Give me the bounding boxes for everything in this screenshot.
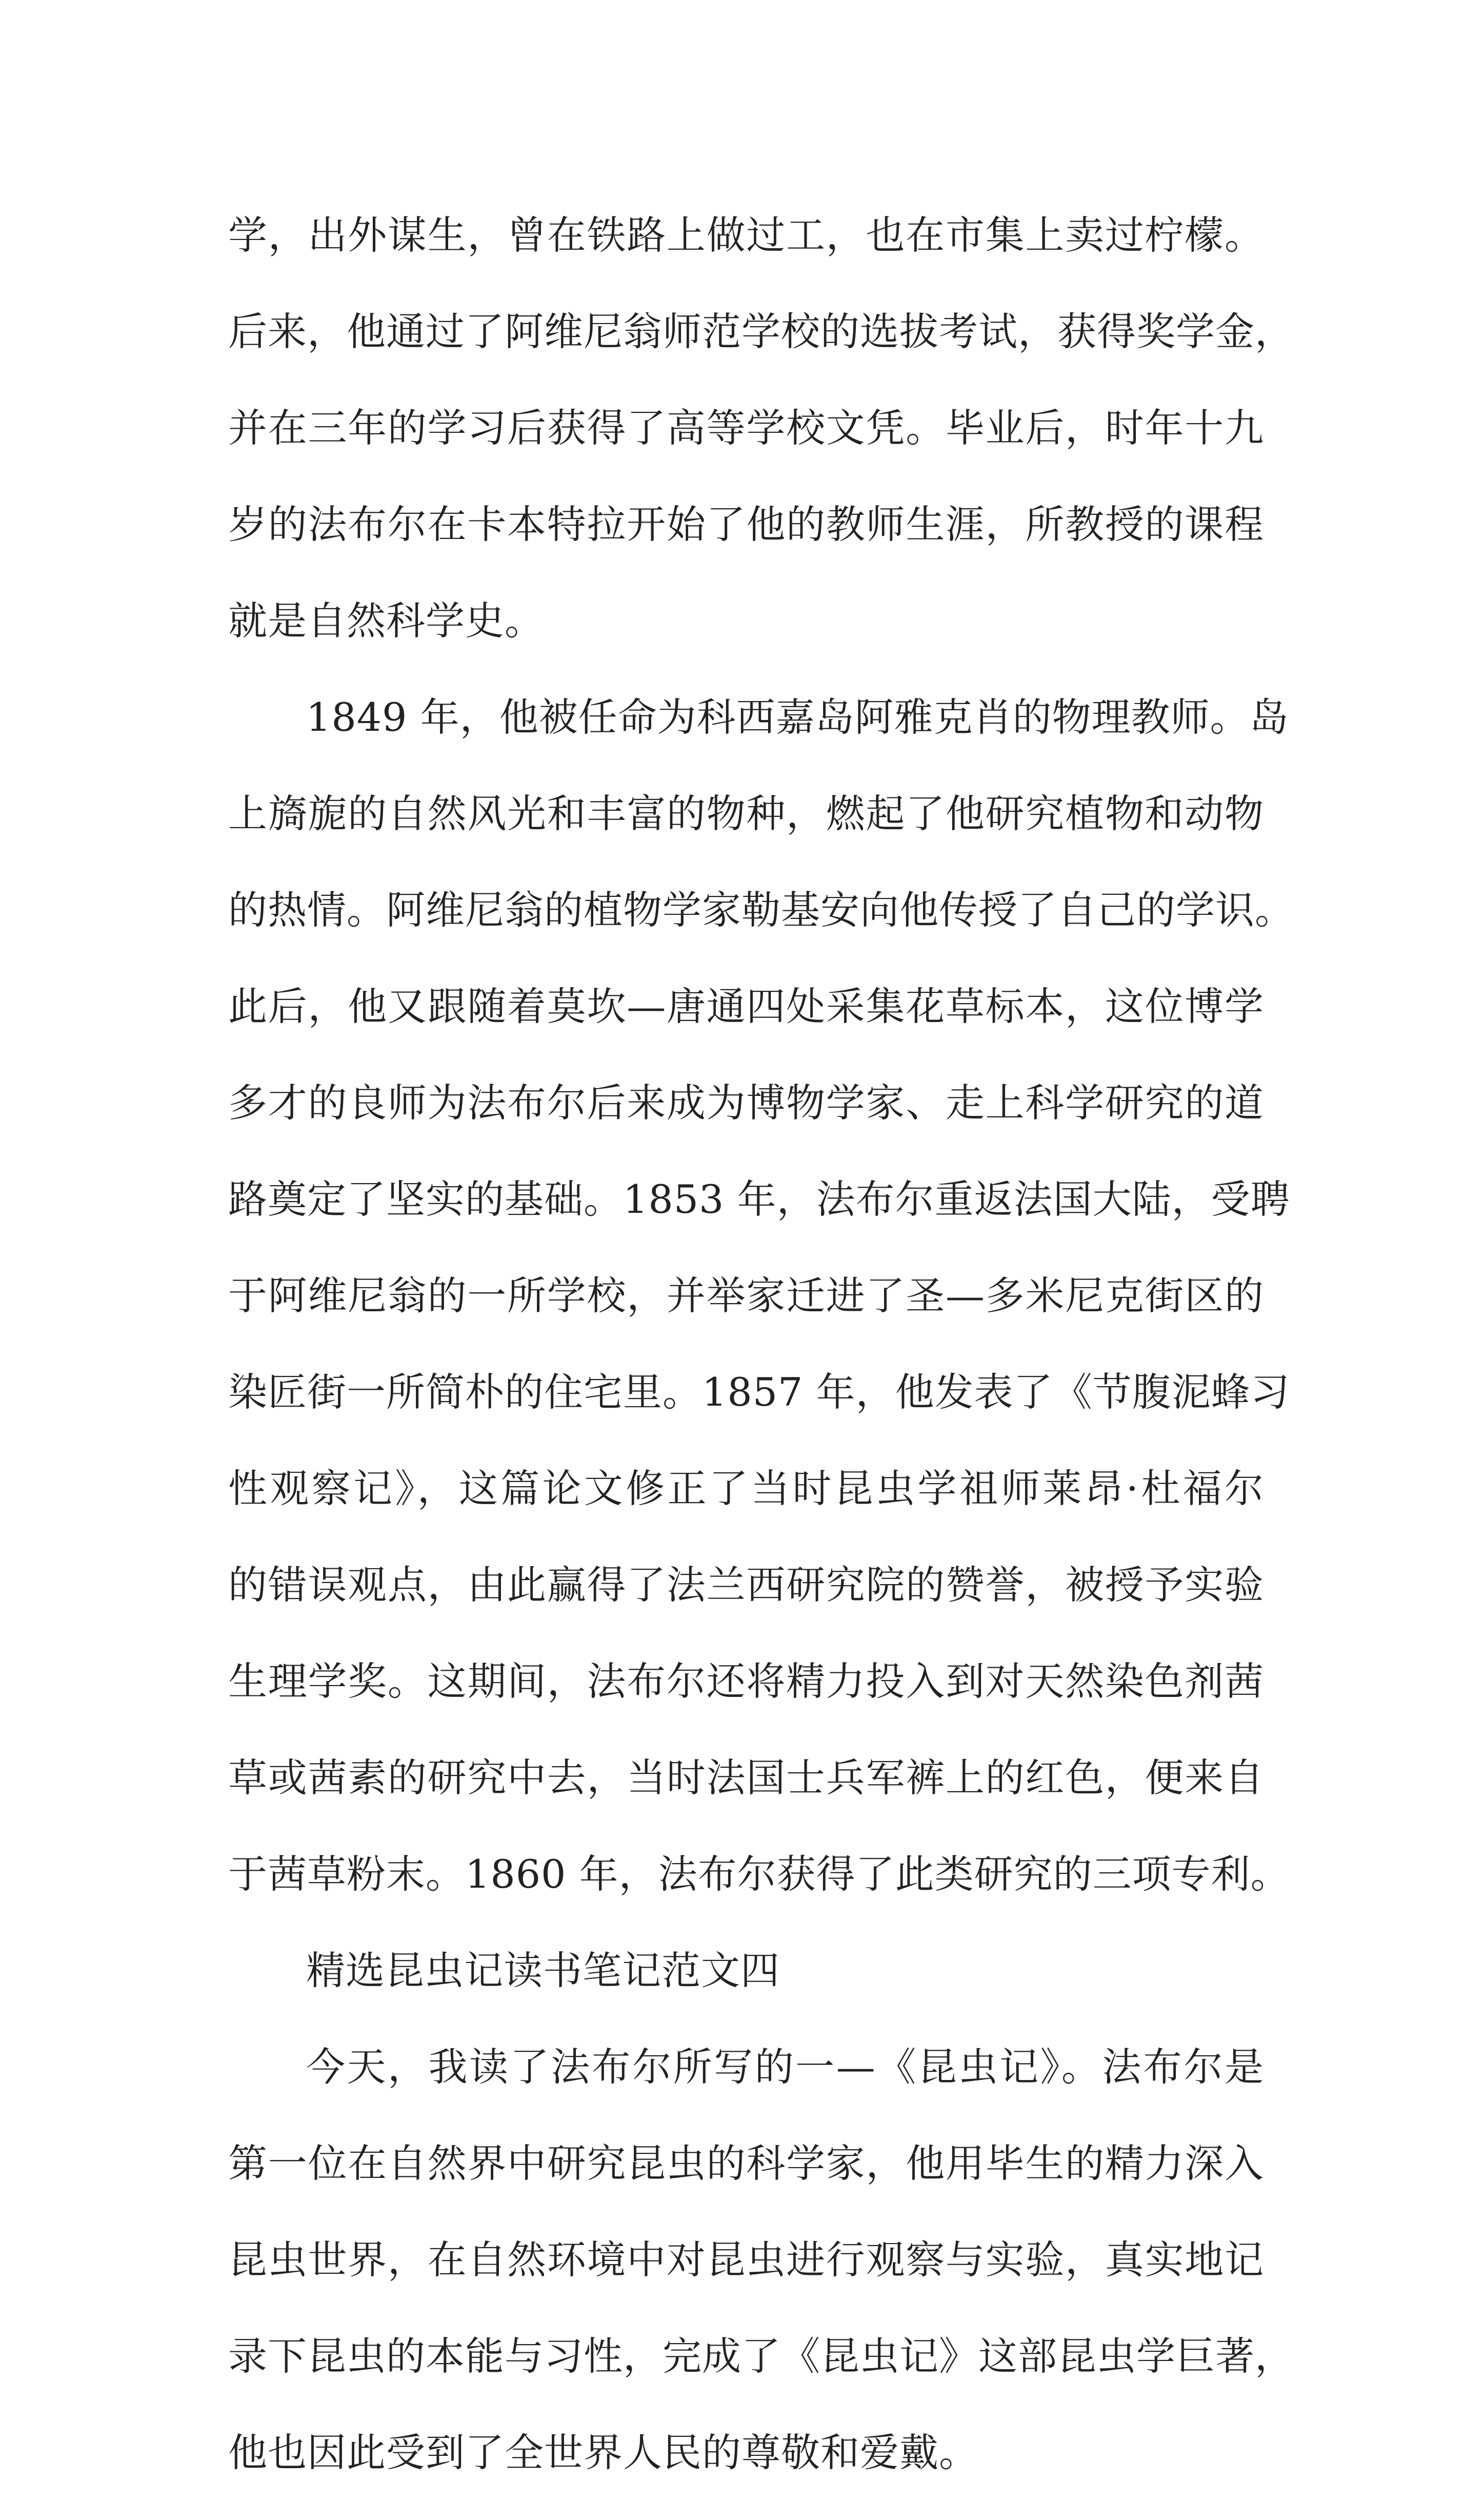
text-line: 于阿维尼翁的一所学校，并举家迁进了圣—多米尼克街区的	[228, 1273, 1264, 1318]
text-line: 就是自然科学史。	[228, 598, 544, 644]
text-line: 草或茜素的研究中去，当时法国士兵军裤上的红色，便来自	[228, 1755, 1264, 1800]
text-line: 并在三年的学习后获得了高等学校文凭。毕业后，时年十九	[228, 405, 1264, 451]
text-line: 他也因此受到了全世界人民的尊敬和爱戴。	[228, 2430, 978, 2475]
text-line: 第一位在自然界中研究昆虫的科学家，他用毕生的精力深入	[228, 2140, 1264, 2186]
text-line: 上旖旎的自然风光和丰富的物种，燃起了他研究植物和动物	[228, 791, 1264, 836]
section-heading	[228, 1923, 1264, 2019]
text-line: 的热情。阿维尼翁的植物学家勒基安向他传授了自己的学识。	[228, 887, 1294, 933]
section-heading-text: 精选昆虫记读书笔记范文四	[306, 1948, 780, 1993]
paragraph-3	[228, 2019, 1294, 2501]
paragraph-2	[228, 669, 1294, 1923]
text-line: 1849 年，他被任命为科西嘉岛阿雅克肖的物理教师。岛	[306, 694, 1289, 740]
text-line: 岁的法布尔在卡本特拉开始了他的教师生涯，所教授的课程	[228, 502, 1264, 547]
text-line: 于茜草粉末。1860 年，法布尔获得了此类研究的三项专利。	[228, 1851, 1290, 1897]
text-line: 的错误观点，由此赢得了法兰西研究院的赞誉，被授予实验	[228, 1562, 1264, 1608]
text-line: 染匠街一所简朴的住宅里。1857 年，他发表了《节腹泥蜂习	[228, 1369, 1290, 1415]
text-line: 多才的良师为法布尔后来成为博物学家、走上科学研究的道	[228, 1080, 1264, 1126]
text-line: 今天，我读了法布尔所写的一—《昆虫记》。法布尔是	[306, 2044, 1264, 2090]
text-line: 录下昆虫的本能与习性，完成了《昆虫记》这部昆虫学巨著，	[228, 2333, 1294, 2379]
paragraph-1	[228, 187, 1294, 669]
text-line: 性观察记》，这篇论文修正了当时昆虫学祖师莱昂·杜福尔	[228, 1466, 1264, 1511]
text-line: 后来，他通过了阿维尼翁师范学校的选拔考试，获得奖学金，	[228, 309, 1294, 354]
text-line: 此后，他又跟随着莫坎—唐通四处采集花草标本，这位博学	[228, 984, 1264, 1029]
text-line: 生理学奖。这期间，法布尔还将精力投入到对天然染色剂茜	[228, 1658, 1264, 1704]
text-line: 昆虫世界，在自然环境中对昆虫进行观察与实验，真实地记	[228, 2237, 1264, 2283]
text-line: 路奠定了坚实的基础。1853 年，法布尔重返法国大陆，受聘	[228, 1176, 1290, 1222]
document-page	[228, 187, 1294, 2501]
text-line: 学，出外谋生，曾在铁路上做过工，也在市集上卖过柠檬。	[228, 212, 1264, 258]
